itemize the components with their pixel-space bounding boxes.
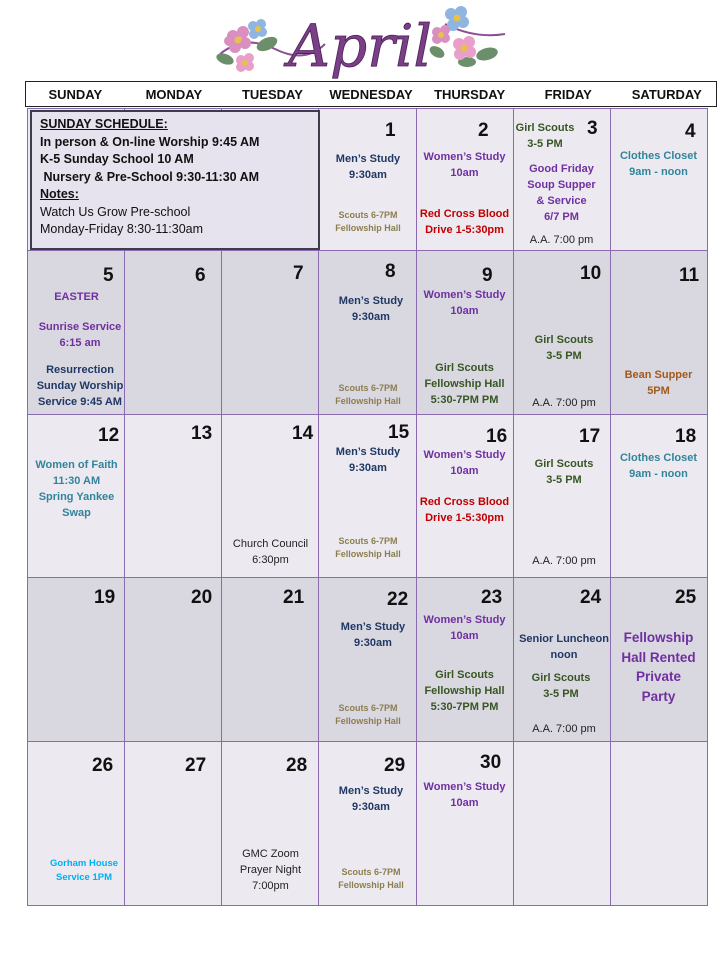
day-number: 11 — [679, 265, 700, 286]
day-number: 22 — [387, 589, 409, 610]
day-number: 2 — [478, 120, 489, 141]
schedule-nursery: Nursery & Pre-School 9:30-11:30 AM — [40, 169, 260, 184]
event-womens-study: Women’s Study 10am — [423, 614, 506, 642]
day-number: 19 — [94, 587, 116, 608]
day-cell-6 — [125, 250, 222, 414]
flower-decoration-icon — [205, 4, 515, 80]
day-number: 8 — [385, 261, 396, 282]
event-women-of-faith: Women of Faith 11:30 AM Spring Yankee Swap — [35, 459, 118, 519]
event-good-friday: Good Friday Soup Supper & Service 6/7 PM — [527, 163, 596, 223]
event-girl-scouts: Girl Scouts 3-5 PM — [531, 672, 591, 700]
event-girl-scouts: Girl Scouts 3-5 PM — [534, 334, 594, 362]
weekday-header — [25, 81, 717, 107]
event-mens-study: Men’s Study 9:30am — [335, 153, 401, 181]
event-easter: EASTER — [54, 291, 99, 303]
day-number: 28 — [286, 755, 308, 776]
day-number: 4 — [685, 121, 696, 142]
event-womens-study: Women’s Study 10am — [423, 781, 506, 809]
day-number: 18 — [675, 426, 697, 447]
event-womens-study: Women’s Study 10am — [423, 289, 506, 317]
event-aa: A.A. 7:00 pm — [529, 234, 594, 246]
event-aa: A.A. 7:00 pm — [532, 723, 596, 735]
event-scouts: Scouts 6-7PM Fellowship Hall — [335, 703, 401, 726]
schedule-heading: SUNDAY SCHEDULE: — [40, 117, 168, 131]
event-scouts: Scouts 6-7PM Fellowship Hall — [338, 867, 404, 890]
day-number: 21 — [283, 587, 305, 608]
day-number: 3 — [587, 118, 598, 139]
event-resurrection-service: Resurrection Sunday Worship Service 9:45 AM — [36, 364, 124, 408]
event-girl-scouts: Girl Scouts 3-5 PM — [534, 458, 594, 486]
event-fellowship-rented: Fellowship Hall Rented Private Party — [621, 630, 696, 704]
event-clothes-closet: Clothes Closet 9am - noon — [619, 150, 697, 178]
note-hours: Monday-Friday 8:30-11:30am — [40, 222, 204, 236]
event-church-council: Church Council 6:30pm — [232, 538, 309, 566]
day-cell — [611, 741, 708, 905]
day-number: 25 — [675, 587, 697, 608]
day-number: 6 — [195, 265, 206, 286]
day-number: 23 — [481, 587, 503, 608]
event-mens-study: Men’s Study 9:30am — [340, 621, 406, 649]
schedule-sunday-school: K-5 Sunday School 10 AM — [40, 152, 194, 166]
event-mens-study: Men’s Study 9:30am — [338, 295, 404, 323]
event-womens-study: Women’s Study 10am — [423, 151, 506, 179]
day-number: 29 — [384, 755, 406, 776]
notes-label: Notes: — [40, 187, 79, 201]
day-number: 12 — [98, 425, 120, 446]
event-gmc-zoom: GMC Zoom Prayer Night 7:00pm — [239, 848, 302, 892]
day-number: 26 — [92, 755, 114, 776]
event-mens-study: Men’s Study 9:30am — [335, 446, 401, 474]
day-number: 9 — [482, 265, 493, 286]
event-sunrise-service: Sunrise Service 6:15 am — [38, 321, 122, 349]
event-mens-study: Men’s Study 9:30am — [338, 785, 404, 813]
event-scouts: Scouts 6-7PM Fellowship Hall — [335, 383, 401, 406]
day-number: 20 — [191, 587, 213, 608]
event-red-cross: Red Cross Blood Drive 1-5:30pm — [419, 496, 510, 524]
weekday-saturday: SATURDAY — [631, 87, 702, 102]
day-number: 13 — [191, 423, 213, 444]
day-number: 14 — [292, 423, 314, 444]
day-number: 10 — [580, 263, 602, 284]
day-number: 15 — [388, 422, 410, 443]
day-number: 5 — [103, 265, 114, 286]
event-senior-luncheon: Senior Luncheon noon — [519, 633, 609, 661]
day-number: 16 — [486, 426, 508, 447]
event-aa: A.A. 7:00 pm — [532, 555, 596, 567]
weekday-sunday: SUNDAY — [48, 87, 103, 102]
event-clothes-closet: Clothes Closet 9am - noon — [619, 452, 697, 480]
event-girl-scouts: Girl Scouts 3-5 PM — [515, 122, 575, 150]
day-cell — [514, 741, 611, 905]
event-scouts: Scouts 6-7PM Fellowship Hall — [335, 536, 401, 559]
day-number: 27 — [185, 755, 207, 776]
weekday-wednesday: WEDNESDAY — [329, 87, 413, 102]
event-aa: A.A. 7:00 pm — [532, 397, 596, 409]
day-number: 7 — [293, 263, 304, 284]
weekday-tuesday: TUESDAY — [241, 87, 303, 102]
event-girl-scouts-fellowship: Girl Scouts Fellowship Hall 5:30-7PM PM — [424, 362, 505, 406]
day-number: 17 — [579, 426, 601, 447]
event-womens-study: Women’s Study 10am — [423, 449, 506, 477]
weekday-monday: MONDAY — [145, 87, 203, 102]
april-banner — [205, 4, 515, 80]
event-gorham-house: Gorham House Service 1PM — [49, 858, 119, 883]
note-preschool: Watch Us Grow Pre-school — [40, 204, 191, 219]
event-girl-scouts-fellowship: Girl Scouts Fellowship Hall 5:30-7PM PM — [424, 669, 505, 713]
event-bean-supper: Bean Supper 5PM — [624, 369, 693, 397]
day-cell-21 — [222, 577, 319, 741]
day-number: 24 — [580, 587, 602, 608]
month-title: April — [288, 12, 432, 80]
schedule-worship: In person & On-line Worship 9:45 AM — [40, 134, 260, 149]
event-red-cross: Red Cross Blood Drive 1-5:30pm — [419, 208, 510, 236]
day-cell-7 — [222, 250, 319, 414]
sunday-schedule-box — [30, 110, 320, 250]
event-scouts: Scouts 6-7PM Fellowship Hall — [335, 210, 401, 233]
day-number: 30 — [480, 752, 502, 773]
weekday-thursday: THURSDAY — [434, 87, 506, 102]
weekday-friday: FRIDAY — [544, 87, 592, 102]
day-number: 1 — [385, 120, 396, 141]
